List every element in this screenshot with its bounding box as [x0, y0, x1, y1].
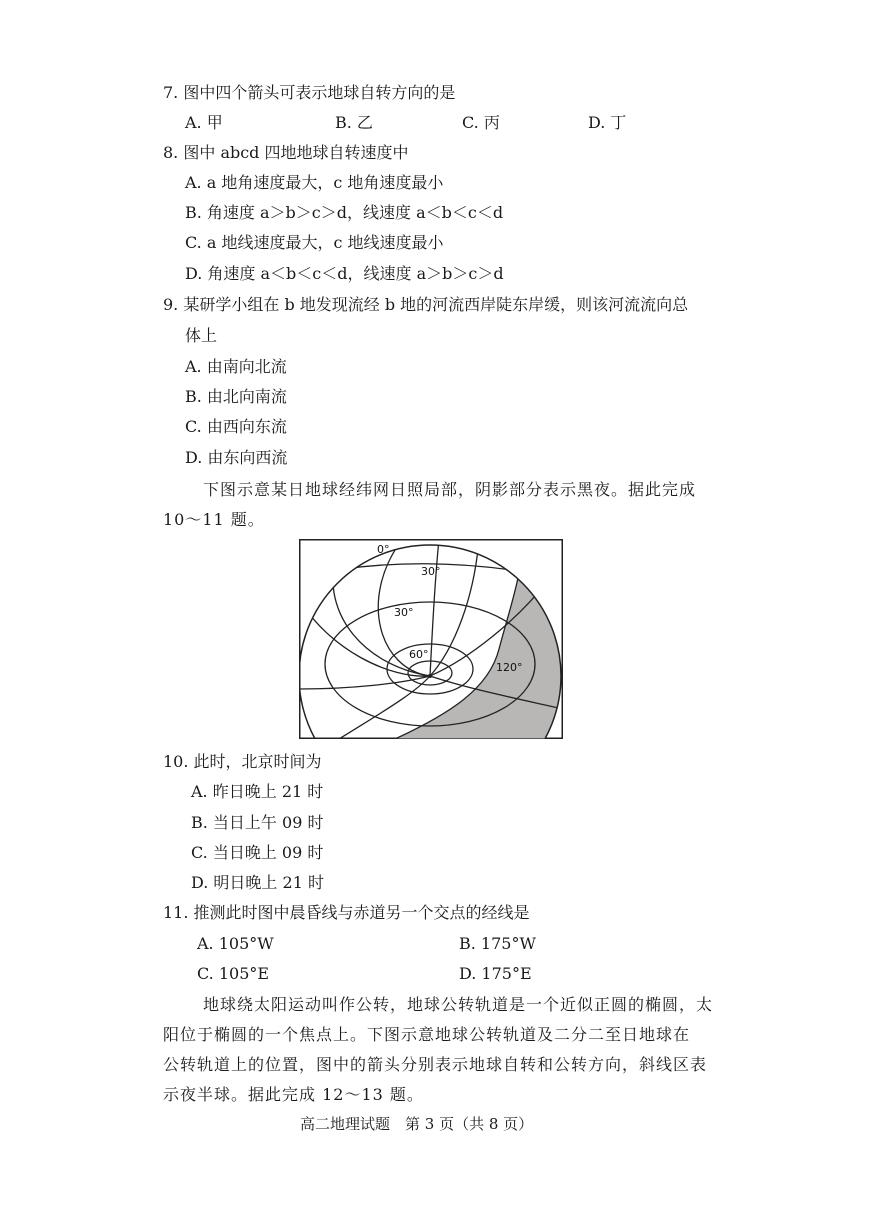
q8-option-b: B. 角速度 a＞b＞c＞d，线速度 a＜b＜c＜d — [185, 203, 504, 222]
q11-option-b: B. 175°W — [459, 934, 536, 953]
intro-12-13-line2: 阳位于椭圆的一个焦点上。下图示意地球公转轨道及二分二至日地球在 — [163, 1025, 691, 1044]
q9-option-a: A. 由南向北流 — [185, 357, 287, 376]
q7-option-a: A. 甲 — [185, 113, 223, 132]
q8-option-a: A. a 地角速度最大，c 地角速度最小 — [185, 173, 444, 192]
q11-option-a: A. 105°W — [197, 934, 274, 953]
q7-option-d: D. 丁 — [588, 113, 627, 132]
q8-option-c: C. a 地线速度最大，c 地线速度最小 — [185, 233, 444, 252]
label-lon120: 120° — [496, 661, 523, 674]
q9-stem-line1: 9. 某研学小组在 b 地发现流经 b 地的河流西岸陡东岸缓，则该河流流向总 — [163, 295, 689, 314]
q10-option-d: D. 明日晚上 21 时 — [191, 873, 324, 892]
q10-option-c: C. 当日晚上 09 时 — [191, 843, 324, 862]
q9-option-d: D. 由东向西流 — [185, 448, 288, 467]
q7-stem: 7. 图中四个箭头可表示地球自转方向的是 — [163, 83, 456, 102]
q9-option-c: C. 由西向东流 — [185, 417, 287, 436]
q7-option-b: B. 乙 — [335, 113, 373, 132]
q9-stem-line2: 体上 — [185, 326, 218, 345]
label-lon0: 0° — [377, 543, 390, 556]
graticule-figure — [299, 539, 563, 739]
q9-option-b: B. 由北向南流 — [185, 387, 287, 406]
label-lat30: 30° — [421, 565, 441, 578]
q11-option-d: D. 175°E — [459, 964, 532, 983]
q11-stem: 11. 推测此时图中晨昏线与赤道另一个交点的经线是 — [163, 903, 530, 922]
intro-12-13-line1: 地球绕太阳运动叫作公转，地球公转轨道是一个近似正圆的椭圆，太 — [203, 995, 714, 1014]
q11-option-c: C. 105°E — [197, 964, 270, 983]
intro-10-11-line2: 10～11 题。 — [163, 510, 265, 529]
intro-12-13-line4: 示夜半球。据此完成 12～13 题。 — [163, 1085, 424, 1104]
label-lat60: 60° — [409, 648, 429, 661]
intro-12-13-line3: 公转轨道上的位置，图中的箭头分别表示地球自转和公转方向，斜线区表 — [163, 1055, 708, 1074]
q8-option-d: D. 角速度 a＜b＜c＜d，线速度 a＞b＞c＞d — [185, 264, 504, 283]
q10-option-b: B. 当日上午 09 时 — [191, 813, 324, 832]
pole-point — [428, 674, 432, 678]
q8-stem: 8. 图中 abcd 四地地球自转速度中 — [163, 143, 409, 162]
page-footer: 高二地理试题 第 3 页（共 8 页） — [300, 1115, 534, 1133]
label-lat30b: 30° — [394, 606, 414, 619]
intro-10-11-line1: 下图示意某日地球经纬网日照局部，阴影部分表示黑夜。据此完成 — [203, 480, 697, 499]
q10-option-a: A. 昨日晚上 21 时 — [191, 782, 324, 801]
q10-stem: 10. 此时，北京时间为 — [163, 752, 322, 771]
q7-option-c: C. 丙 — [462, 113, 500, 132]
